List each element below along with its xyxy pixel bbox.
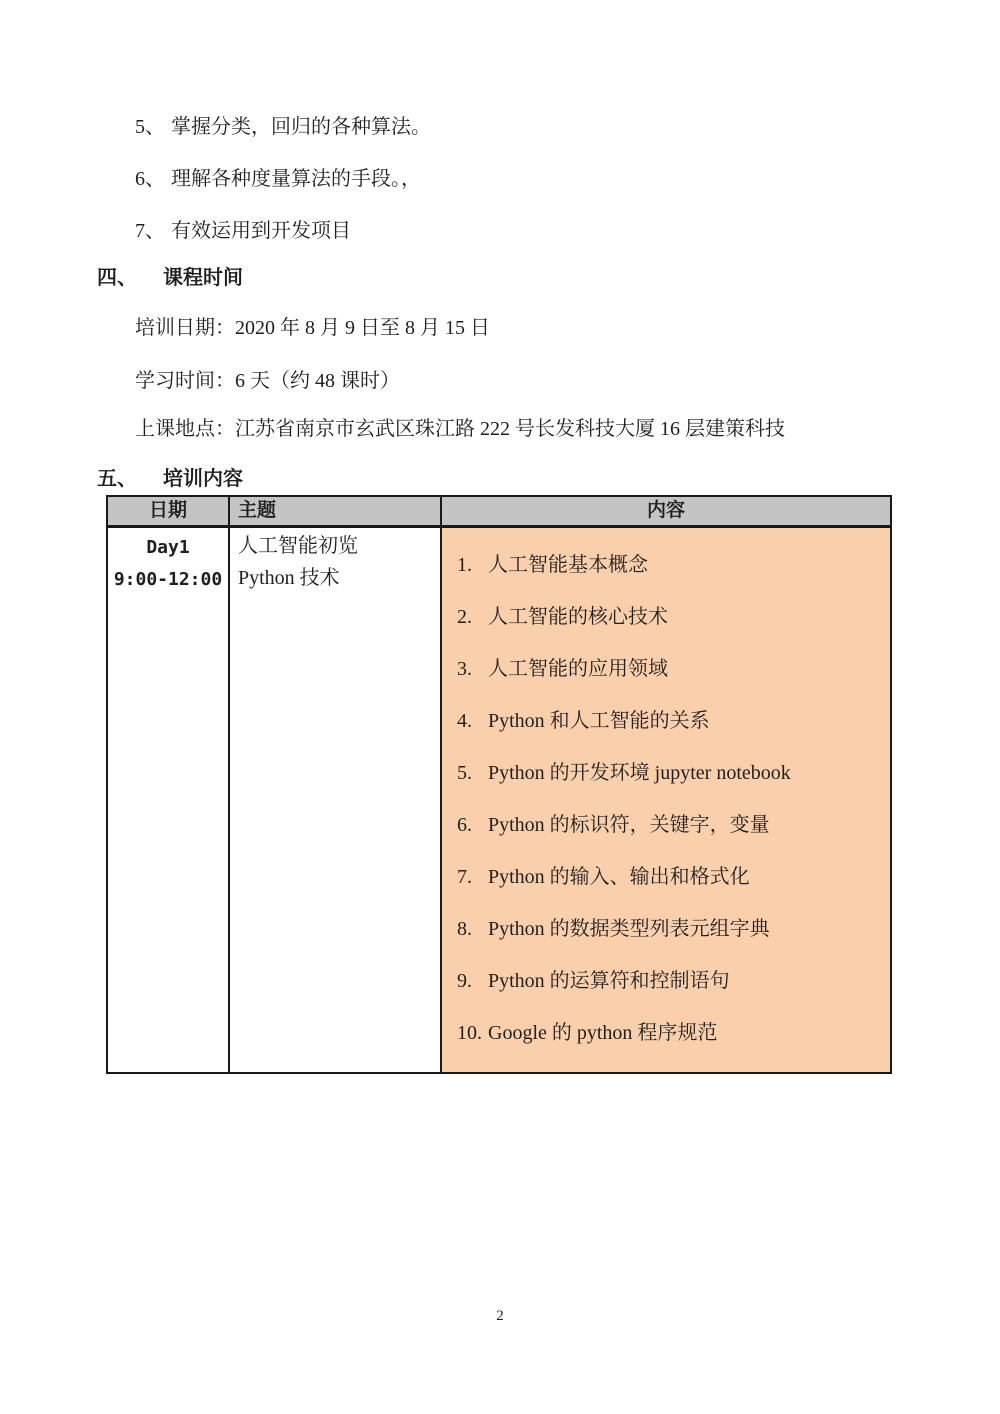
content-item-text: Python 的输入、输出和格式化 [488,865,750,888]
table-row [107,526,891,1073]
content-item-text: Google 的 python 程序规范 [488,1021,718,1044]
class-location-paragraph: 上课地点：江苏省南京市玄武区珠江路 222 号长发科技大厦 16 层建策科技 [135,418,785,440]
content-item-number: 7. [457,865,472,888]
content-item-number: 10. [457,1021,482,1044]
section-heading-training-content [97,466,1000,492]
section-number: 四、 [97,267,137,289]
column-header-topic: 主题 [229,496,441,526]
content-item-number: 6. [457,813,472,836]
list-item [135,114,1000,140]
content-item [457,916,880,942]
content-item [457,656,880,682]
training-date-paragraph: 培训日期：2020 年 8 月 9 日至 8 月 15 日 [135,317,490,339]
column-header-date: 日期 [107,496,229,526]
time-label: 9:00-12:00 [113,568,223,590]
section-heading-course-time [97,265,1000,291]
content-item [457,708,880,734]
content-item [457,760,880,786]
topic-cell [229,526,441,1073]
table-header-row [107,496,891,526]
content-item [457,552,880,578]
column-header-content: 内容 [441,496,891,526]
content-item-number: 3. [457,657,472,680]
section-title: 培训内容 [163,468,243,490]
content-item-number: 1. [457,553,472,576]
list-item-text: 有效运用到开发项目 [171,220,351,242]
list-item [135,218,1000,244]
content-item [457,864,880,890]
content-item [457,968,880,994]
content-item-number: 5. [457,761,472,784]
content-item-number: 4. [457,709,472,732]
list-item [135,166,1000,192]
content-item-text: Python 的数据类型列表元组字典 [488,917,770,940]
list-item-number: 6、 [135,168,165,190]
list-item-text: 理解各种度量算法的手段。， [171,168,421,190]
day-label: Day1 [146,536,190,558]
content-cell [441,526,891,1073]
content-item-text: Python 的开发环境 jupyter notebook [488,761,791,784]
content-item-text: 人工智能的核心技术 [488,605,668,628]
content-item-text: Python 和人工智能的关系 [488,709,710,732]
section-title: 课程时间 [163,267,243,289]
content-item-number: 2. [457,605,472,628]
section-number: 五、 [97,468,137,490]
page-number: 2 [496,1307,504,1324]
content-item-number: 8. [457,917,472,940]
topic-line: 人工智能初览 [238,534,358,557]
list-item-text: 掌握分类，回归的各种算法。 [171,116,431,138]
content-item-number: 9. [457,969,472,992]
study-time-paragraph: 学习时间：6 天（约 48 课时） [135,370,400,392]
training-schedule-table [106,495,892,1074]
content-item-text: Python 的运算符和控制语句 [488,969,730,992]
topic-line: Python 技术 [238,566,340,589]
content-item [457,812,880,838]
content-item-text: 人工智能基本概念 [488,553,648,576]
list-item-number: 5、 [135,116,165,138]
date-cell [107,526,229,1073]
list-item-number: 7、 [135,220,165,242]
content-item-text: 人工智能的应用领域 [488,657,668,680]
content-item [457,604,880,630]
content-item-text: Python 的标识符，关键字，变量 [488,813,770,836]
content-item [457,1020,880,1046]
